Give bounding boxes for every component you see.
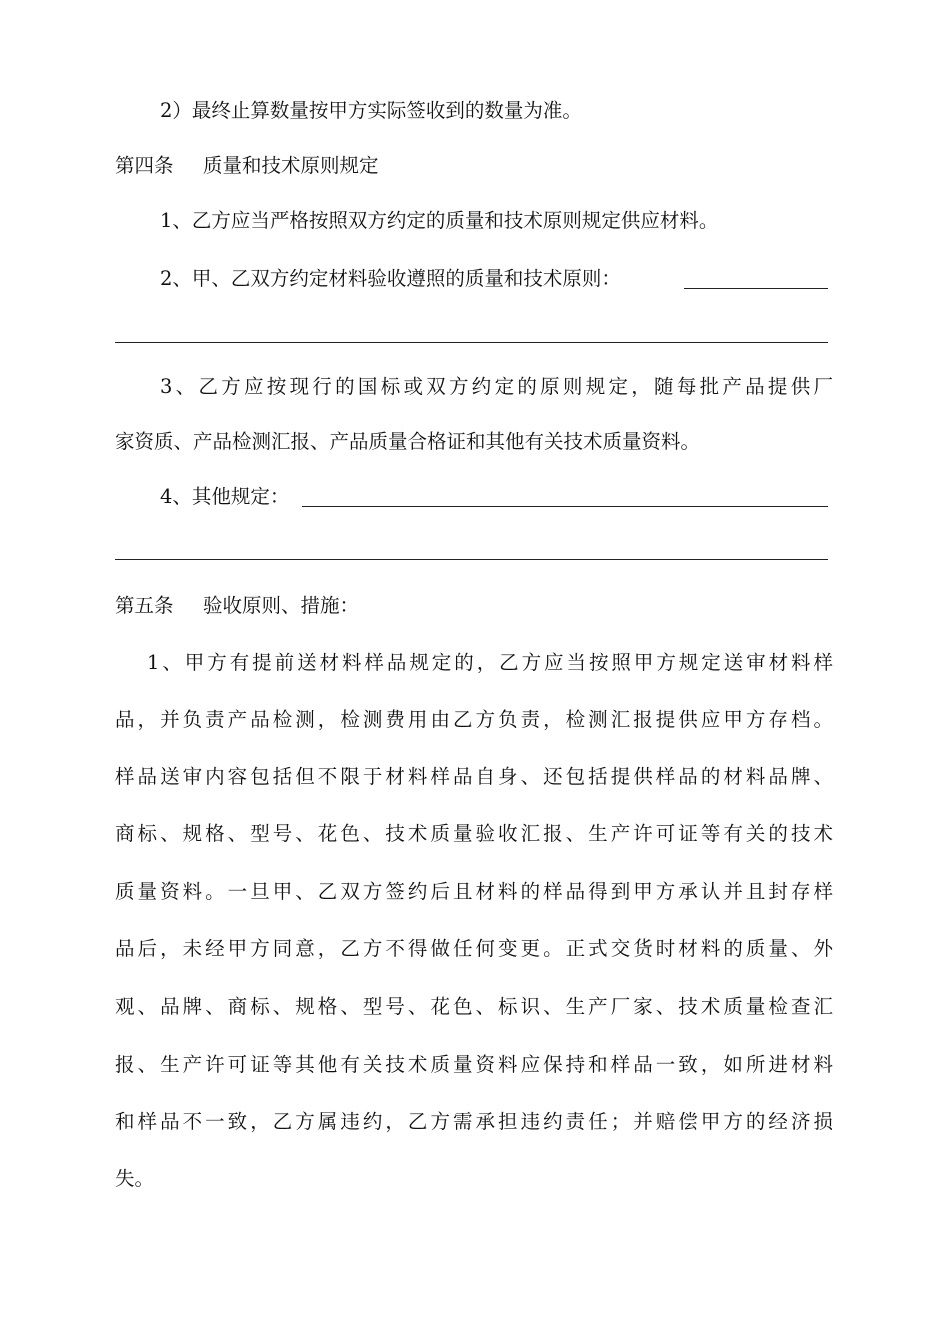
- paragraph-line: 报、生产许可证等其他有关技术质量资料应保持和样品一致，如所进材料: [115, 1053, 833, 1076]
- blank-underline-item-4: [302, 506, 828, 507]
- blank-underline-item-4-cont: [115, 559, 828, 560]
- section-5-heading: [115, 591, 359, 621]
- paragraph-line: 商标、规格、型号、花色、技术质量验收汇报、生产许可证等有关的技术: [115, 822, 833, 845]
- paragraph-line: 观、品牌、商标、规格、型号、花色、标识、生产厂家、技术质量检查汇: [115, 995, 833, 1018]
- paragraph-line: 品，并负责产品检测，检测费用由乙方负责，检测汇报提供应甲方存档。: [115, 708, 833, 731]
- section-4-item-4: 4、其他规定：: [160, 485, 290, 508]
- section-4-title: 质量和技术原则规定: [203, 154, 379, 177]
- section-5-title: 验收原则、措施：: [203, 594, 360, 617]
- section-4-number: 第四条: [115, 154, 174, 177]
- paragraph-line: 1、甲方有提前送材料样品规定的，乙方应当按照甲方规定送审材料样: [147, 651, 833, 674]
- section-5-number: 第五条: [115, 594, 174, 617]
- paragraph-line: 品后，未经甲方同意，乙方不得做任何变更。正式交货时材料的质量、外: [115, 937, 833, 960]
- section-4-item-3-line-1: 3、乙方应按现行的国标或双方约定的原则规定，随每批产品提供厂: [160, 375, 833, 398]
- paragraph-line: 样品送审内容包括但不限于材料样品自身、还包括提供样品的材料品牌、: [115, 765, 833, 788]
- paragraph-line: 质量资料。一旦甲、乙双方签约后且材料的样品得到甲方承认并且封存样: [115, 880, 833, 903]
- section-4-item-3-line-2: 家资质、产品检测汇报、产品质量合格证和其他有关技术质量资料。: [115, 430, 701, 453]
- blank-underline-item-2: [684, 288, 828, 289]
- section-4-heading: [115, 151, 379, 181]
- paragraph-line: 失。: [115, 1167, 155, 1190]
- blank-underline-item-2-cont: [115, 342, 828, 343]
- paragraph-line: 和样品不一致，乙方属违约，乙方需承担违约责任；并赔偿甲方的经济损: [115, 1110, 833, 1133]
- section-4-item-2: 2、甲、乙双方约定材料验收遵照的质量和技术原则：: [160, 267, 621, 290]
- section-4-item-1: 1、乙方应当严格按照双方约定的质量和技术原则规定供应材料。: [160, 209, 719, 232]
- clause-line-final-quantity: 2）最终止算数量按甲方实际签收到的数量为准。: [160, 99, 582, 122]
